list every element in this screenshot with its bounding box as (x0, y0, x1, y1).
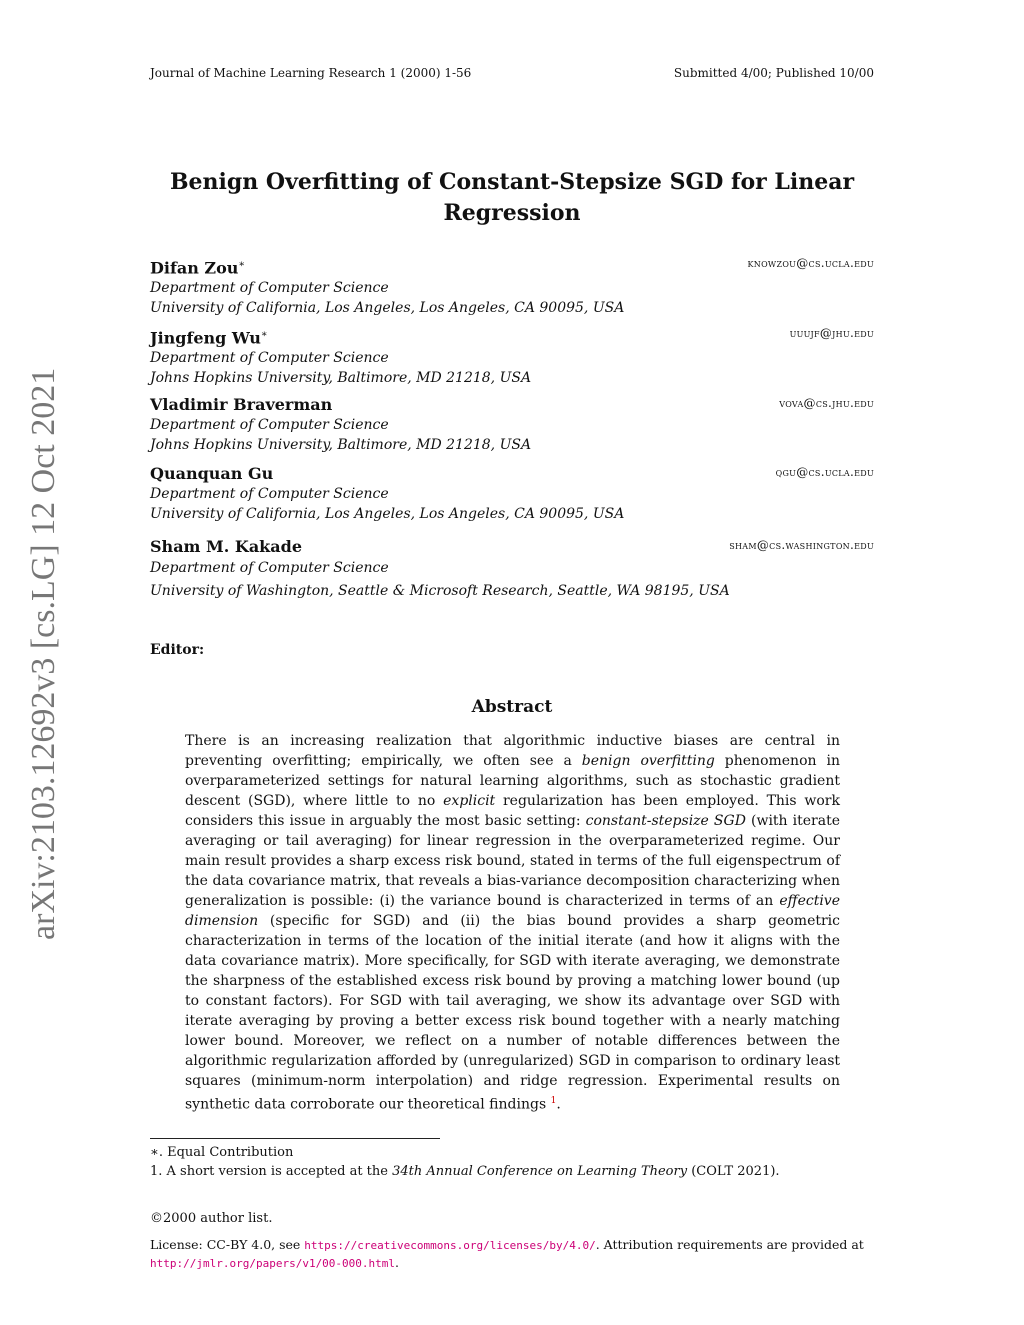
author-institution: Johns Hopkins University, Baltimore, MD 21218, USA (150, 370, 532, 387)
author-name: Sham M. Kakade (150, 537, 302, 556)
abstract-heading: Abstract (471, 697, 553, 717)
author-institution: Johns Hopkins University, Baltimore, MD 21218, USA (150, 437, 532, 453)
author-block (150, 254, 874, 318)
author-institution: University of California, Los Angeles, Los Angeles, CA 90095, USA (150, 506, 625, 522)
author-name: Vladimir Braverman (150, 395, 333, 414)
copyright-notice: ©2000 author list. (150, 1211, 273, 1226)
author-email[interactable]: knowzou@cs.ucla.edu (747, 256, 874, 270)
footnote-equal-contribution: ∗. Equal Contribution (150, 1145, 294, 1160)
author-name: Quanquan Gu (150, 464, 274, 483)
author-email[interactable]: vova@cs.jhu.edu (779, 396, 874, 410)
author-department: Department of Computer Science (150, 350, 389, 367)
footnotes (150, 1143, 780, 1181)
author-block (150, 536, 874, 603)
attribution-link[interactable]: http://jmlr.org/papers/v1/00-000.html (150, 1257, 396, 1270)
author-email[interactable]: qgu@cs.ucla.edu (775, 465, 874, 479)
author-department: Department of Computer Science (150, 486, 389, 502)
footnote-divider (150, 1138, 440, 1139)
author-email[interactable]: sham@cs.washington.edu (729, 538, 874, 552)
running-header-dates: Submitted 4/00; Published 10/00 (673, 66, 874, 80)
author-institution: University of California, Los Angeles, Los Angeles, CA 90095, USA (150, 300, 625, 317)
author-block (150, 324, 874, 388)
paper-title: Benign Overfitting of Constant-Stepsize SGD for Linear Regression (169, 169, 855, 226)
license-notice: License: CC-BY 4.0, see https://creativecommons.org/licenses/by/4.0/. Attribution requirements are provided at http://jmlr.org/papers/v1/00-000.html. (150, 1237, 864, 1270)
author-name: Jingfeng Wu∗ (150, 328, 268, 348)
author-institution: University of Washington, Seattle & Microsoft Research, Seattle, WA 98195, USA (150, 583, 730, 599)
author-department: Department of Computer Science (150, 560, 389, 576)
editor-label: Editor: (150, 642, 205, 658)
arxiv-identifier: arXiv:2103.12692v3 [cs.LG] 12 Oct 2021 (25, 367, 62, 940)
footnote-colt: 1. A short version is accepted at the 34th Annual Conference on Learning Theory (COLT 2021). (150, 1164, 780, 1179)
running-header-journal: Journal of Machine Learning Research 1 (2000) 1-56 (150, 66, 472, 80)
author-block (150, 394, 874, 455)
footnote-link[interactable]: 1 (550, 1096, 557, 1106)
license-link[interactable]: https://creativecommons.org/licenses/by/4.0/ (304, 1239, 596, 1252)
author-name: Difan Zou∗ (150, 258, 246, 278)
abstract-body: There is an increasing realization that algorithmic inductive biases are central in preventing overfitting; empirically, we often see a benign overfitting phenomenon in overparameterized settings for natural learning algorithms, such as stochastic gradient descent (SGD), where little to no explicit regularization has been employed. This work considers this issue in arguably the most basic setting: constant-stepsize SGD (with iterate averaging or tail averaging) for linear regression in the overparameterized regime. Our main result provides a sharp excess risk bound, stated in terms of the full eigenspectrum of the data covariance matrix, that reveals a bias-variance decomposition characterizing when generalization is possible: (i) the variance bound is characterized in terms of an effective dimension (specific for SGD) and (ii) the bias bound provides a sharp geometric characterization in terms of the location of the initial iterate (and how it aligns with the data covariance matrix). More specifically, for SGD with iterate averaging, we demonstrate the sharpness of the established excess risk bound by proving a matching lower bound (up to constant factors). For SGD with tail averaging, we show its advantage over SGD with iterate averaging by proving a better excess risk bound together with a nearly matching lower bound. Moreover, we reflect on a number of notable differences between the algorithmic regularization afforded by (unregularized) SGD in comparison to ordinary least squares (minimum-norm interpolation) and ridge regression. Experimental results on synthetic data corroborate our theoretical findings $^1$. (185, 733, 840, 1113)
author-department: Department of Computer Science (150, 280, 389, 297)
author-department: Department of Computer Science (150, 417, 389, 433)
author-block (150, 463, 874, 524)
author-email[interactable]: uuujf@jhu.edu (789, 326, 874, 340)
